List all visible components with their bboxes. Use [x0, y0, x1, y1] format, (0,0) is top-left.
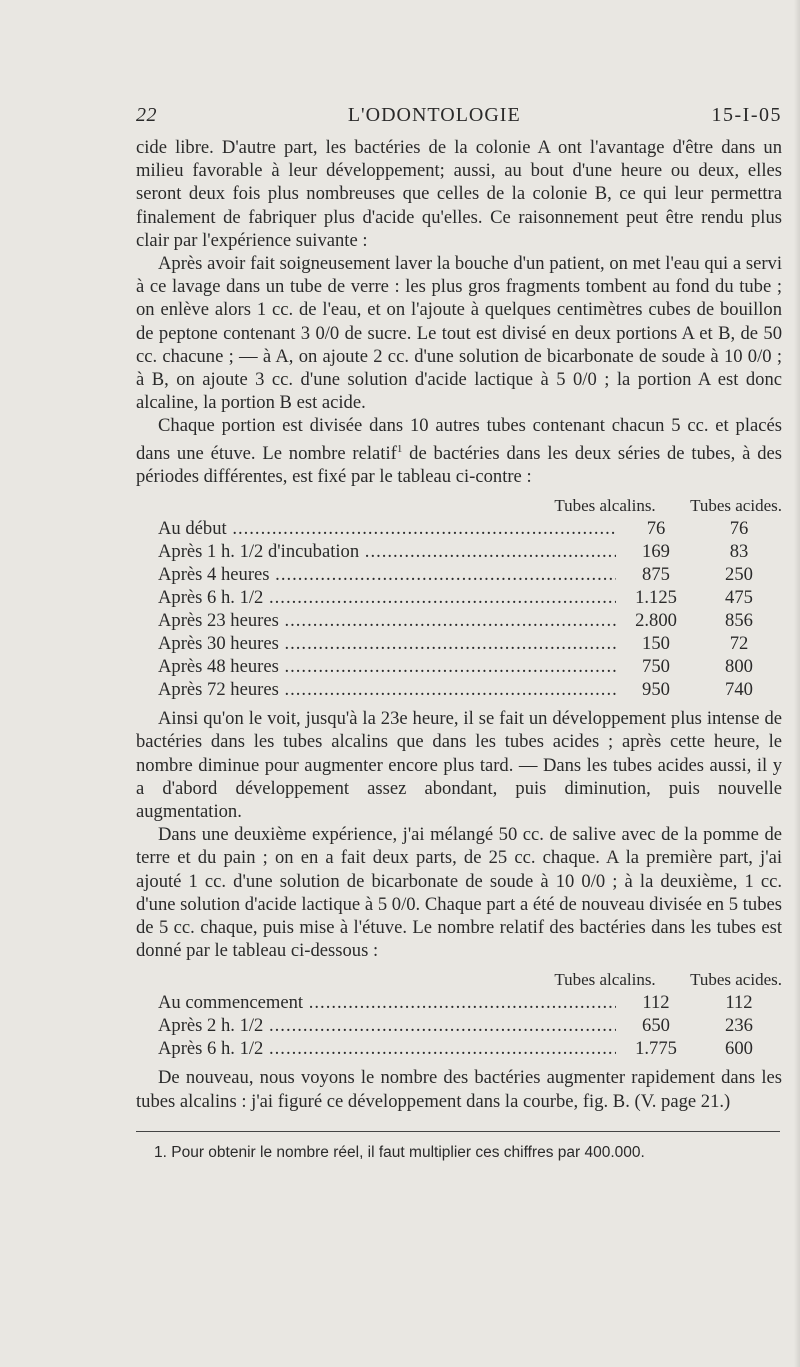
value-alcalins: 112: [642, 992, 670, 1014]
col-header-alcalins: Tubes alcalins.: [554, 970, 656, 990]
value-alcalins: 1.775: [635, 1038, 677, 1060]
paragraph-5: Dans une deuxième expérience, j'ai mélangé 50 cc. de salive avec de la pomme de terre et du pain ; on en a fait deux parts, de 25 cc. chaque. A la première part, j'ai ajouté 1 cc. d'une solution de bicarbonate de soude à 10 0/0 ; à la deuxième, 1 cc. d'une solution d'acide lactique à 5 0/0. Chaque part a été de nouveau divisée en 5 tubes de 5 cc. chaque, puis mise à l'étuve. Le nombre relatif des bactéries dans les tubes est donné par le tableau ci-dessous :: [136, 824, 782, 962]
table-row: [136, 655, 782, 678]
table-row: [136, 632, 782, 655]
footnote-divider: [136, 1131, 780, 1132]
paragraph-2: Après avoir fait soigneusement laver la bouche d'un patient, on met l'eau qui a servi à ce lavage dans un tube de verre : les plus gros fragments tombent au fond du tube ; on enlève alors 1 cc. de l'eau, et on l'ajoute à quelques centimètres cubes de bouillon de peptone contenant 3 0/0 de sucre. Le tout est divisé en deux portions A et B, de 50 cc. chacune ; — à A, on ajoute 2 cc. d'une solution de bicarbonate de soude à 10 0/0 ; à B, on ajoute 3 cc. d'une solution d'acide lactique à 5 0/0 ; la portion A est donc alcaline, la portion B est acide.: [136, 253, 782, 414]
table-2-header: [136, 968, 782, 991]
row-label: Après 23 heures .....: [158, 609, 616, 632]
paragraph-1: cide libre. D'autre part, les bactéries de la colonie A ont l'avantage d'être dans un milieu favorable à leur développement; aussi, au bout d'une heure ou deux, elles seront deux fois plus nombreuses que celles de la colonie B, ce qui leur permettra finalement de fabriquer plus d'acide qu'elles. Ce raisonnement peut être rendu plus clair par l'expérience suivante :: [136, 137, 782, 251]
journal-title: L'ODONTOLOGIE: [347, 104, 521, 126]
table-row: [136, 1014, 782, 1037]
value-alcalins: 650: [642, 1015, 670, 1037]
value-acides: 856: [725, 610, 753, 632]
value-alcalins: 2.800: [635, 610, 677, 632]
col-header-alcalins: Tubes alcalins.: [554, 496, 656, 516]
footnote: [136, 1144, 782, 1162]
table-bacteria-2: [136, 968, 782, 1060]
table-row: [136, 1037, 782, 1060]
value-alcalins: 750: [642, 656, 670, 678]
value-acides: 72: [729, 633, 749, 655]
col-header-acides: Tubes acides.: [690, 970, 782, 990]
row-label: Au commencement .....: [158, 991, 616, 1014]
page-edge-shadow: [794, 0, 800, 1367]
table-row: [136, 991, 782, 1014]
document-page: [136, 104, 782, 1162]
value-acides: 76: [729, 518, 749, 540]
row-label: Après 4 heures .....: [158, 563, 616, 586]
value-acides: 112: [725, 992, 753, 1014]
table-row: [136, 586, 782, 609]
value-alcalins: 76: [646, 518, 666, 540]
footnote-number: 1.: [154, 1143, 167, 1161]
row-label: Au début .....: [158, 517, 616, 540]
value-alcalins: 169: [642, 541, 670, 563]
paragraph-4: Ainsi qu'on le voit, jusqu'à la 23e heure, il se fait un développement plus intense de bactéries dans les tubes alcalins que dans les tubes acides ; après cette heure, le nombre diminue pour augmenter encore plus tard. — Dans les tubes acides aussi, il y a d'abord développement assez abondant, puis diminution, puis nouvelle augmentation.: [136, 708, 782, 823]
value-acides: 236: [725, 1015, 753, 1037]
value-alcalins: 1.125: [635, 587, 677, 609]
row-label: Après 1 h. 1/2 d'incubation .....: [158, 540, 616, 563]
table-row: [136, 540, 782, 563]
footnote-text: Pour obtenir le nombre réel, il faut multiplier ces chiffres par 400.000.: [171, 1143, 645, 1161]
table-1-header: [136, 494, 782, 517]
value-acides: 250: [725, 564, 753, 586]
row-label: Après 6 h. 1/2 .....: [158, 586, 616, 609]
value-alcalins: 950: [642, 679, 670, 701]
table-row: [136, 563, 782, 586]
paragraph-3: [136, 414, 782, 488]
table-row: [136, 517, 782, 540]
footnote-ref: 1: [396, 442, 403, 455]
table-bacteria-1: [136, 494, 782, 701]
value-acides: 83: [729, 541, 749, 563]
row-label: Après 30 heures .....: [158, 632, 616, 655]
value-acides: 800: [725, 656, 753, 678]
table-row: [136, 609, 782, 632]
paragraph-6: De nouveau, nous voyons le nombre des bactéries augmenter rapidement dans les tubes alcalins : j'ai figuré ce développement dans la courbe, fig. B. (V. page 21.): [136, 1067, 782, 1112]
value-acides: 600: [725, 1038, 753, 1060]
value-alcalins: 875: [642, 564, 670, 586]
table-row: [136, 678, 782, 701]
row-label: Après 48 heures .....: [158, 655, 616, 678]
row-label: Après 72 heures .....: [158, 678, 616, 701]
paragraph-3-end: de bactéries dans les deux séries de tubes, à des périodes différentes, est fixé par le tableau ci-contre :: [136, 442, 783, 488]
value-alcalins: 150: [642, 633, 670, 655]
value-acides: 740: [725, 679, 753, 701]
col-header-acides: Tubes acides.: [690, 496, 782, 516]
row-label: Après 2 h. 1/2 .....: [158, 1014, 616, 1037]
page-number: 22: [136, 104, 157, 126]
issue-date: 15-I-05: [711, 104, 782, 126]
paragraph-3-start: Chaque portion est divisée dans 10 autres tubes contenant chacun 5 cc. et placés dans une étuve. Le nombre relatif: [136, 415, 782, 464]
value-acides: 475: [725, 587, 753, 609]
running-header: [136, 104, 782, 136]
row-label: Après 6 h. 1/2 .....: [158, 1037, 616, 1060]
